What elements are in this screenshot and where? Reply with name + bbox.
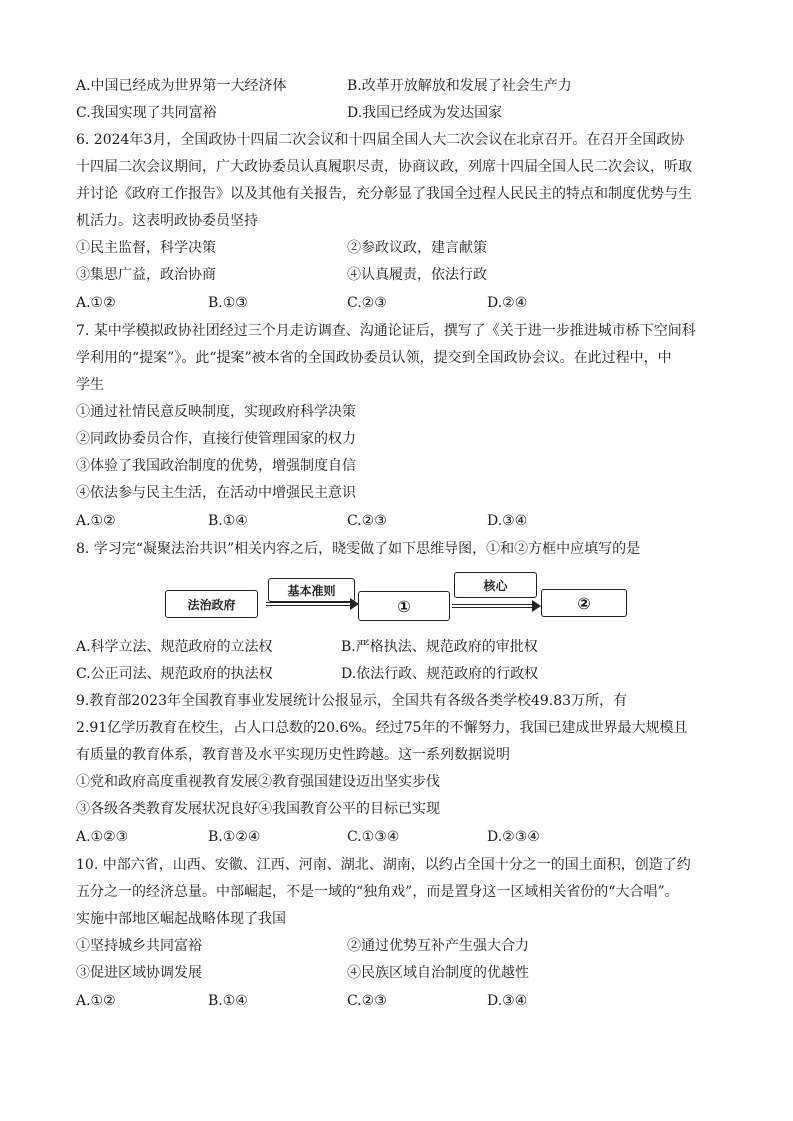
q10-option-d: D.③④ [487,993,528,1009]
q5-option-c: C.我国实现了共同富裕 [76,105,217,121]
q7-statement-1: ①通过社情民意反映制度，实现政府科学决策 [76,404,356,420]
q6-stem-line: 十四届二次会议期间，广大政协委员认真履职尽责，协商议政，列席十四届全国人民二次会议，听取 [76,159,692,175]
arrow-head-icon [532,600,541,612]
q10-stem-line: 五分之一的经济总量。中部崛起，不是一域的“独角戏”，而是置身这一区域相关省份的“大合唱”。 [76,884,679,900]
q7-stem-line: 学生 [76,377,104,393]
q7-statement-3: ③体验了我国政治制度的优势，增强制度自信 [76,458,356,474]
q6-statement-4: ④认真履责，依法行政 [347,267,487,283]
q10-statement-4: ④民族区域自治制度的优越性 [347,965,529,981]
q9-stem-line: 有质量的教育体系，教育普及水平实现历史性跨越。这一系列数据说明 [76,747,510,763]
q9-stem-line: 2.91亿学历教育在校生，占人口总数的20.6%。经过75年的不懈努力，我国已建成世界最大规模且 [76,720,688,736]
q6-stem-line: 6. 2024年3月，全国政协十四届二次会议和十四届全国人大二次会议在北京召开。在召开全国政协 [76,132,685,148]
q6-option-c: C.②③ [347,295,387,311]
diagram-box-2: ② [541,589,627,617]
arrow-icon [452,604,532,608]
q10-statement-3: ③促进区域协调发展 [76,965,202,981]
q6-statement-1: ①民主监督，科学决策 [76,240,216,256]
q7-option-a: A.①② [76,513,116,529]
diagram-box-start: 法治政府 [165,590,258,618]
q5-option-a: A.中国已经成为世界第一大经济体 [76,78,287,94]
q7-option-d: D.③④ [487,513,528,529]
q9-option-d: D.②③④ [487,829,540,845]
q6-option-d: D.②④ [487,295,528,311]
arrow-icon [266,602,350,606]
q10-stem-line: 实施中部地区崛起战略体现了我国 [76,911,286,927]
q8-stem: 8. 学习完“凝聚法治共识”相关内容之后，晓雯做了如下思维导图，①和②方框中应填写的是 [76,541,641,557]
q10-statement-1: ①坚持城乡共同富裕 [76,938,202,954]
q8-option-d: D.依法行政、规范政府的行政权 [341,666,539,682]
diagram-box-1: ① [358,591,450,621]
q7-statement-2: ②同政协委员合作，直接行使管理国家的权力 [76,431,356,447]
q6-statement-2: ②参政议政，建言献策 [347,240,487,256]
q7-option-b: B.①④ [208,513,248,529]
diagram-label-basic-principle: 基本准则 [268,578,355,602]
q9-option-b: B.①②④ [208,829,261,845]
q5-option-b: B.改革开放解放和发展了社会生产力 [347,78,572,94]
q7-statement-4: ④依法参与民主生活，在活动中增强民主意识 [76,485,356,501]
q7-stem-line: 学利用的“提案”》。此“提案”被本省的全国政协委员认领，提交到全国政协会议。在此过程中，中 [76,350,672,366]
q9-statement-line: ③各级各类教育发展状况良好④我国教育公平的目标已实现 [76,801,440,817]
q8-option-a: A.科学立法、规范政府的立法权 [76,639,273,655]
q6-option-a: A.①② [76,295,116,311]
q10-option-a: A.①② [76,993,116,1009]
q9-option-c: C.①③④ [347,829,400,845]
q6-option-b: B.①③ [208,295,248,311]
q9-option-a: A.①②③ [76,829,129,845]
diagram-label-core: 核心 [454,572,537,598]
q9-statement-line: ①党和政府高度重视教育发展②教育强国建设迈出坚实步伐 [76,774,440,790]
q8-option-c: C.公正司法、规范政府的执法权 [76,666,273,682]
q9-stem-line: 9.教育部2023年全国教育事业发展统计公报显示，全国共有各级各类学校49.83万所，有 [76,693,628,709]
q6-stem-line: 机活力。这表明政协委员坚持 [76,213,258,229]
q7-option-c: C.②③ [347,513,387,529]
q10-stem-line: 10. 中部六省，山西、安徽、江西、河南、湖北、湖南，以约占全国十分之一的国土面积，创造了约 [76,857,691,873]
q8-option-b: B.严格执法、规范政府的审批权 [341,639,538,655]
q5-option-d: D.我国已经成为发达国家 [347,105,503,121]
q6-statement-3: ③集思广益，政治协商 [76,267,216,283]
q6-stem-line: 并讨论《政府工作报告》以及其他有关报告，充分彰显了我国全过程人民民主的特点和制度优势与生 [76,186,692,202]
q10-option-c: C.②③ [347,993,387,1009]
q10-statement-2: ②通过优势互补产生强大合力 [347,938,529,954]
q10-option-b: B.①④ [208,993,248,1009]
q7-stem-line: 7. 某中学模拟政协社团经过三个月走访调查、沟通论证后，撰写了《关于进一步推进城市桥下空间科 [76,323,696,339]
